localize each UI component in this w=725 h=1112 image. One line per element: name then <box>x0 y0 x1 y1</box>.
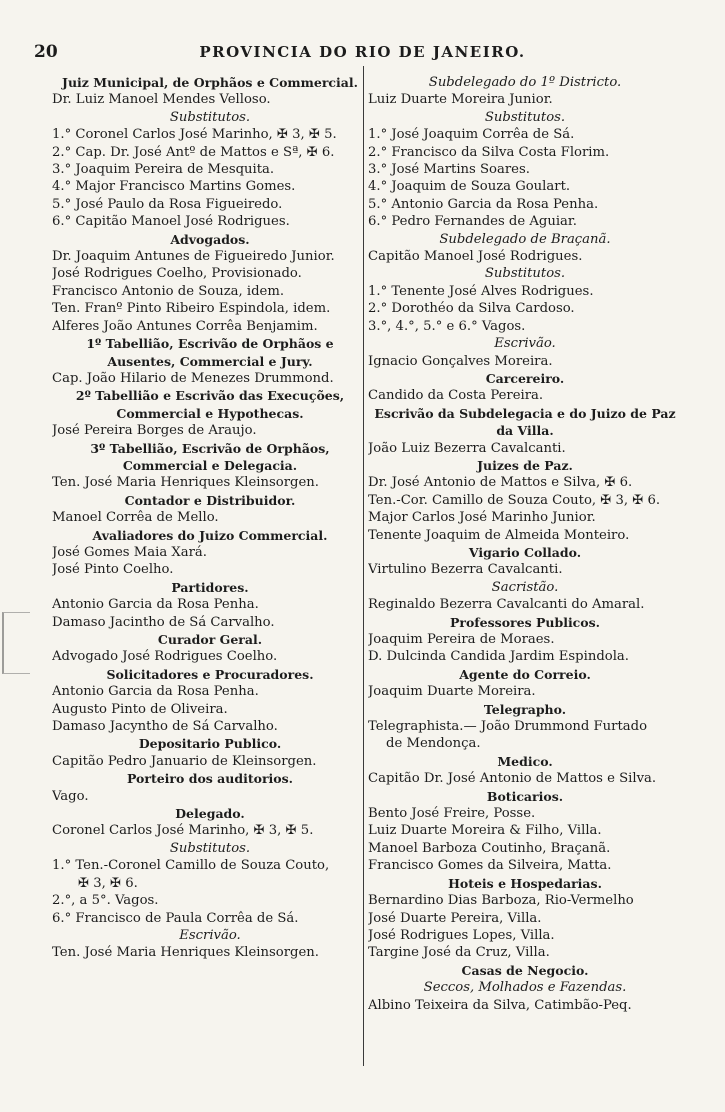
entry-line: Ten. Franº Pinto Ribeiro Espindola, idem. <box>52 301 331 317</box>
section-heading: Contador e Distribuidor. <box>124 492 296 508</box>
subheading: Substitutos. <box>169 840 251 856</box>
entry-line: Advogado José Rodrigues Coelho. <box>52 649 278 665</box>
entry-line: José Pereira Borges de Araujo. <box>52 423 257 439</box>
entry-line: Francisco Gomes da Silveira, Matta. <box>368 858 612 874</box>
entry-line: Capitão Manoel José Rodrigues. <box>368 249 583 265</box>
entry-line: Ten. José Maria Henriques Kleinsorgen. <box>52 475 319 491</box>
entry-line: Ten. José Maria Henriques Kleinsorgen. <box>52 945 319 961</box>
entry-line: Telegraphista.— João Drummond Furtado <box>368 719 648 735</box>
entry-line: 2.° Dorothéo da Silva Cardoso. <box>368 301 575 317</box>
entry-line: Luiz Duarte Moreira & Filho, Villa. <box>368 823 602 839</box>
entry-line: 3.° Joaquim Pereira de Mesquita. <box>52 162 275 178</box>
subheading: Subdelegado do 1º Districto. <box>428 75 622 90</box>
entry-line: Francisco Antonio de Souza, idem. <box>52 283 285 299</box>
subheading: Substitutos. <box>484 266 566 282</box>
entry-line: Dr. Luiz Manoel Mendes Velloso. <box>52 92 271 108</box>
entry-line: Manoel Barboza Coutinho, Braçanã. <box>368 840 611 856</box>
entry-line: 2.°, a 5°. Vagos. <box>52 893 159 909</box>
entry-line: 1.° Ten.-Coronel Camillo de Souza Couto, <box>52 858 330 874</box>
entry-line: 5.° Antonio Garcia da Rosa Penha. <box>368 196 599 212</box>
binding-mark <box>2 612 30 674</box>
section-heading: Juizes de Paz. <box>477 457 573 473</box>
entry-continuation: ✠ 3, ✠ 6. <box>78 875 138 891</box>
section-heading: 1º Tabellião, Escrivão de Orphãos e Ausentes, Commercial e Jury. <box>86 336 334 369</box>
entry-line: Augusto Pinto de Oliveira. <box>52 701 228 717</box>
entry-line: José Rodrigues Lopes, Villa. <box>368 927 555 943</box>
section-heading: Telegrapho. <box>483 701 567 717</box>
section-heading: Avaliadores do Juizo Commercial. <box>92 527 328 543</box>
section-heading: Hoteis e Hospedarias. <box>448 875 602 891</box>
entry-line: Bernardino Dias Barboza, Rio-Vermelho <box>368 893 634 909</box>
page-number: 20 <box>34 42 58 62</box>
section-heading: Partidores. <box>171 579 249 595</box>
entry-line: Antonio Garcia da Rosa Penha. <box>52 597 259 613</box>
entry-line: Damaso Jacintho de Sá Carvalho. <box>52 614 275 630</box>
entry-line: Damaso Jacyntho de Sá Carvalho. <box>52 719 278 735</box>
entry-line: Targine José da Cruz, Villa. <box>368 945 550 961</box>
section-heading: Juiz Municipal, de Orphãos e Commercial. <box>62 75 358 90</box>
entry-line: Tenente Joaquim de Almeida Monteiro. <box>368 527 630 543</box>
entry-line: Candido da Costa Pereira. <box>368 388 544 404</box>
section-heading: Curador Geral. <box>157 632 263 647</box>
entry-line: 4.° Major Francisco Martins Gomes. <box>52 179 296 195</box>
subheading: Substitutos. <box>484 109 566 125</box>
right-column <box>368 74 682 1014</box>
subheading: Escrivão. <box>494 336 556 352</box>
entry-line: Antonio Garcia da Rosa Penha. <box>52 684 259 700</box>
section-heading: Agente do Correio. <box>459 666 591 682</box>
entry-line: Albino Teixeira da Silva, Catimbão-Peq. <box>368 997 632 1013</box>
section-heading: Carcereiro. <box>485 370 565 386</box>
entry-line: 3.° José Martins Soares. <box>368 162 530 178</box>
entry-line: Dr. Joaquim Antunes de Figueiredo Junior. <box>52 249 335 265</box>
entry-line: 6.° Capitão Manoel José Rodrigues. <box>52 214 290 230</box>
entry-line: José Pinto Coelho. <box>52 562 174 578</box>
entry-line: Alferes João Antunes Corrêa Benjamim. <box>52 318 318 334</box>
section-heading: Medico. <box>497 753 553 769</box>
entry-line: 2.° Francisco da Silva Costa Florim. <box>368 144 610 160</box>
entry-line: Joaquim Duarte Moreira. <box>368 684 536 700</box>
section-heading: Porteiro dos auditorios. <box>126 771 294 787</box>
entry-line: José Gomes Maia Xará. <box>52 544 207 560</box>
entry-line: Ten.-Cor. Camillo de Souza Couto, ✠ 3, ✠ 6. <box>368 492 661 508</box>
entry-line: Bento José Freire, Posse. <box>368 806 536 822</box>
entry-line: Capitão Pedro Januario de Kleinsorgen. <box>52 753 317 769</box>
entry-line: Capitão Dr. José Antonio de Mattos e Silva. <box>368 771 657 787</box>
entry-line: 4.° Joaquim de Souza Goulart. <box>368 179 571 195</box>
section-heading: Boticarios. <box>486 788 564 804</box>
entry-line: Manoel Corrêa de Mello. <box>52 510 219 526</box>
entry-line: 3.°, 4.°, 5.° e 6.° Vagos. <box>368 318 526 334</box>
section-heading: 2º Tabellião e Escrivão das Execuções, Commercial e Hypothecas. <box>75 388 345 421</box>
entry-continuation: de Mendonça. <box>386 736 481 752</box>
entry-line: Dr. José Antonio de Mattos e Silva, ✠ 6. <box>368 475 633 491</box>
subheading: Substitutos. <box>169 109 251 125</box>
entry-line: 1.° Tenente José Alves Rodrigues. <box>368 283 594 299</box>
entry-line: Vago. <box>52 788 89 804</box>
subheading: Escrivão. <box>179 927 241 943</box>
section-heading: Vigario Collado. <box>468 544 582 560</box>
left-column <box>52 74 368 962</box>
entry-line: Luiz Duarte Moreira Junior. <box>368 92 553 108</box>
section-heading: Casas de Negocio. <box>461 962 589 978</box>
entry-line: Coronel Carlos José Marinho, ✠ 3, ✠ 5. <box>52 823 314 839</box>
entry-line: Virtulino Bezerra Cavalcanti. <box>368 562 563 578</box>
entry-line: 1.° Coronel Carlos José Marinho, ✠ 3, ✠ 5. <box>52 127 337 143</box>
entry-line: José Rodrigues Coelho, Provisionado. <box>52 266 302 282</box>
section-heading: Escrivão da Subdelegacia e do Juizo de Paz da Villa. <box>374 405 676 439</box>
subheading: Sacristão. <box>491 579 559 595</box>
entry-line: 1.° José Joaquim Corrêa de Sá. <box>368 127 575 143</box>
section-heading: 3º Tabellião, Escrivão de Orphãos, Commercial e Delegacia. <box>90 440 330 473</box>
entry-line: Ignacio Gonçalves Moreira. <box>368 353 553 369</box>
section-heading: Solicitadores e Procuradores. <box>106 666 314 682</box>
subheading: Subdelegado de Braçanã. <box>439 231 611 247</box>
page-title: PROVINCIA DO RIO DE JANEIRO. <box>199 43 526 61</box>
section-heading: Professores Publicos. <box>449 614 601 630</box>
entry-line: 6.° Francisco de Paula Corrêa de Sá. <box>52 910 299 926</box>
entry-line: Cap. João Hilario de Menezes Drummond. <box>52 370 334 386</box>
entry-line: José Duarte Pereira, Villa. <box>368 910 542 926</box>
section-heading: Advogados. <box>170 231 250 247</box>
section-heading: Delegado. <box>175 806 245 822</box>
entry-line: Joaquim Pereira de Moraes. <box>368 632 555 647</box>
entry-line: 6.° Pedro Fernandes de Aguiar. <box>368 214 577 230</box>
entry-line: D. Dulcinda Candida Jardim Espindola. <box>368 649 629 665</box>
entry-line: 2.° Cap. Dr. José Antº de Mattos e Sª, ✠ 6. <box>52 144 335 160</box>
entry-line: Reginaldo Bezerra Cavalcanti do Amaral. <box>368 597 645 613</box>
entry-line: 5.° José Paulo da Rosa Figueiredo. <box>52 196 283 212</box>
subheading: Seccos, Molhados e Fazendas. <box>423 980 627 996</box>
section-heading: Depositario Publico. <box>138 736 282 752</box>
entry-line: Major Carlos José Marinho Junior. <box>368 510 596 526</box>
entry-line: João Luiz Bezerra Cavalcanti. <box>368 440 566 456</box>
